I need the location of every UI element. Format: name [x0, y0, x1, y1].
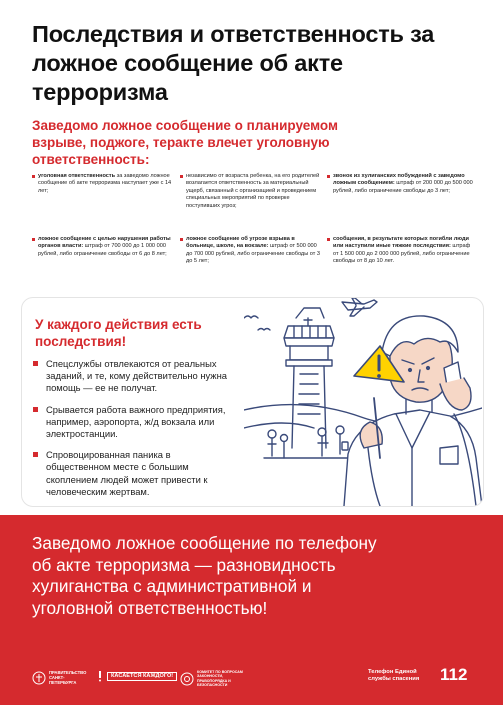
bird-icon: [244, 316, 258, 318]
phone-label: Телефон Единой службы спасения: [368, 669, 420, 682]
fact-item: независимо от возраста ребенка, на его родителей возлагается ответственность за материальный ущерб, связанный с организацией и проведением специальных мероприятий по проверке поступивших угроз;: [180, 173, 324, 210]
coat-of-arms-icon: [32, 671, 46, 685]
page-title: Последствия и ответственность за ложное сообщение об акте терроризма: [32, 21, 435, 105]
band-text: Заведомо ложное сообщение по телефону об акте терроризма — разновидность хулиганства с административной и уголовной ответственностью!: [32, 533, 377, 618]
list-item: Срывается работа важного предприятия, например, аэропорта, ж/д вокзала или электростанции.: [33, 404, 233, 441]
committee-logo-text: КОМИТЕТ ПО ВОПРОСАМ ЗАКОННОСТИ, ПРАВОПОРЯДКА И БЕЗОПАСНОСТИ: [197, 670, 243, 687]
gov-logo-text: ПРАВИТЕЛЬСТВО САНКТ-ПЕТЕРБУРГА: [49, 670, 87, 685]
fact-item: уголовная ответственность за заведомо ложное сообщение об акте терроризма наступает уже с 14 лет;: [32, 173, 176, 195]
gov-logo: [32, 670, 91, 685]
card-title: У каждого действия есть последствия!: [35, 317, 202, 349]
fact-item: звонок из хулиганских побуждений с заведомо ложным сообщением: штраф от 200 000 до 500 000 рублей, либо ограничение свободы до 3 лет;: [327, 173, 475, 195]
bullet-square-icon: [33, 407, 38, 412]
emblem-icon: [180, 672, 194, 686]
bullet-square-icon: [33, 361, 38, 366]
list-item: Спецслужбы отвлекаются от реальных заданий, и те, кому действительно нужна помощь — ее не получат.: [33, 358, 233, 395]
footer: [0, 660, 503, 705]
airplane-icon: [342, 298, 377, 316]
list-item: Спровоцированная паника в общественном месте с большим скоплением людей может привести к человеческим жертвам.: [33, 449, 233, 498]
crowd-icon: [268, 426, 348, 458]
fact-item: сообщения, в результате которых погибли люди или наступили иные тяжкие последствия: штраф от 1 500 000 до 2 000 000 рублей, либо ограничение свободы от 8 до 10 лет.: [327, 236, 475, 266]
phone-number: 112: [440, 665, 468, 684]
exclamation-icon: [95, 670, 105, 682]
committee-logo: [180, 670, 249, 687]
fact-item: ложное сообщение с целью нарушения работы органов власти: штраф от 700 000 до 1 000 000 рублей, либо ограничение свободы от 6 до 8 лет;: [32, 236, 176, 258]
consequences-card: [21, 297, 484, 507]
bird-icon: [258, 329, 270, 331]
fact-item: ложное сообщение об угрозе взрыва в больнице, школе, на вокзале: штраф от 500 000 до 700 000 рублей, либо ограничение свободы от 3 до 5 лет;: [180, 236, 324, 266]
lead-text: Заведомо ложное сообщение о планируемом взрыве, поджоге, теракте влечет уголовную ответственность:: [32, 118, 338, 167]
illustration-man-on-phone: [244, 298, 482, 506]
consequences-list: [33, 358, 233, 507]
bullet-square-icon: [33, 452, 38, 457]
campaign-logo-text: КАСАЕТСЯ КАЖДОГО!: [107, 672, 177, 681]
campaign-logo: [95, 670, 177, 682]
